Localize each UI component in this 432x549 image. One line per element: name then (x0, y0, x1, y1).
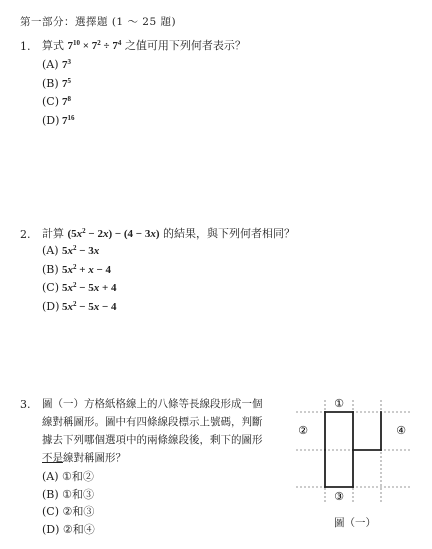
label-4: ④ (396, 424, 406, 437)
option-c[interactable]: (C) $7^8$ (42, 95, 71, 108)
option-b[interactable]: (B) ①和③ (42, 487, 95, 501)
option-c[interactable]: (C) $5x^2 - 5x + 4$ (42, 281, 117, 294)
option-a[interactable]: (A) $7^3$ (42, 58, 71, 71)
figure-segments (325, 412, 381, 487)
option-d[interactable]: (D) $7^{16}$ (42, 113, 75, 127)
label-1: ① (334, 397, 344, 410)
question-1-number: 1. (20, 40, 31, 53)
question-1-options (42, 56, 75, 130)
option-c[interactable]: (C) ②和③ (42, 505, 95, 518)
question-2-expression: $(5x^2 - 2x) - (4 - 3x)$ (67, 227, 160, 240)
section-title: 第一部分：選擇題 (1 ～ 25 題) (20, 16, 177, 28)
option-b[interactable]: (B) $5x^2 + x - 4$ (42, 262, 112, 276)
question-2-stem (42, 225, 295, 243)
question-3-stem-line-3: 據去下列哪個選項中的兩條線段後，剩下的圖形 (42, 434, 263, 446)
question-2-stem-post: 的結果，與下列何者相同？ (163, 227, 295, 240)
question-1-stem-pre: 算式 (42, 39, 64, 52)
figure-caption: 圖（一） (334, 517, 376, 529)
option-d[interactable]: (D) $5x^2 - 5x - 4$ (42, 299, 117, 313)
figure-grid (280, 392, 420, 517)
question-2-options (42, 242, 117, 316)
question-2-number: 2. (20, 228, 31, 241)
question-3-stem-line-4: 不是線對稱圖形？ (42, 452, 126, 464)
option-a[interactable]: (A) ①和② (42, 470, 94, 483)
question-1-expression: $7^{10} \times 7^2 \div 7^4$ (67, 39, 122, 52)
label-2: ② (298, 424, 308, 437)
option-a[interactable]: (A) $5x^2 - 3x$ (42, 244, 100, 257)
question-1-stem (42, 37, 246, 55)
question-3-stem-line-1: 圖（一）方格紙格線上的八條等長線段形成一個 (42, 398, 263, 410)
question-3-number: 3. (20, 398, 31, 411)
question-1-stem-post: 之值可用下列何者表示？ (124, 39, 246, 52)
label-3: ③ (334, 490, 344, 503)
question-2-stem-pre: 計算 (42, 227, 64, 240)
option-b[interactable]: (B) $7^5$ (42, 76, 71, 90)
question-3-stem (42, 395, 287, 467)
question-3-stem-line-2: 線對稱圖形。圖中有四條線段標示上號碼，判斷 (42, 416, 263, 428)
question-3-options (42, 468, 95, 538)
option-d[interactable]: (D) ②和④ (42, 522, 95, 536)
